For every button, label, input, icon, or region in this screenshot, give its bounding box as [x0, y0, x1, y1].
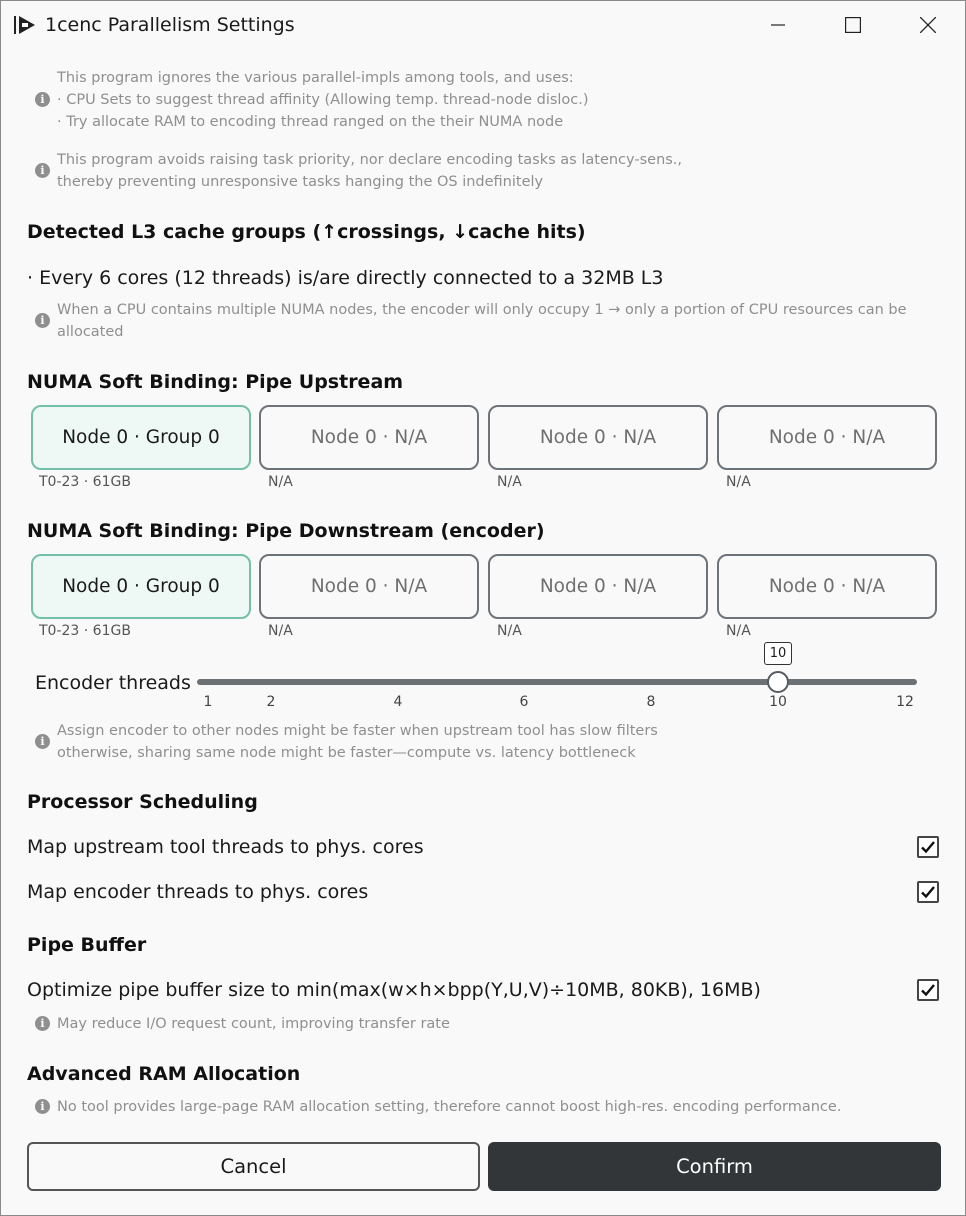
l3-heading: Detected L3 cache groups (↑crossings, ↓cache hits): [27, 221, 586, 243]
slider-tick-label: 10: [769, 694, 787, 710]
minimize-icon: [771, 18, 785, 32]
info-icon: i: [35, 734, 50, 749]
node-card-label: Node 0 · N/A: [768, 576, 886, 597]
node-card-label: Node 0 · N/A: [768, 427, 886, 448]
info-line: thereby preventing unresponsive tasks hanging the OS indefinitely: [57, 174, 544, 190]
node-card-detail: N/A: [726, 474, 751, 490]
cancel-button[interactable]: Cancel: [27, 1142, 480, 1191]
window-title: 1cenc Parallelism Settings: [45, 14, 295, 36]
downstream-node-card[interactable]: [31, 554, 251, 619]
info-icon: i: [35, 92, 50, 107]
slider-tick-label: 6: [519, 694, 529, 710]
upstream-node-card[interactable]: [259, 405, 479, 470]
upstream-node-card[interactable]: [488, 405, 708, 470]
minimize-button[interactable]: [755, 7, 801, 43]
encoder-threads-slider-thumb[interactable]: [767, 671, 789, 693]
info-icon: i: [35, 1016, 50, 1031]
affinity-info: [1, 67, 966, 137]
node-card-label: Node 0 · N/A: [539, 576, 657, 597]
node-card-detail: T0-23 · 61GB: [39, 623, 131, 639]
info-line: This program avoids raising task priority, nor declare encoding tasks as latency-sens.,: [57, 152, 683, 168]
encoder-threads-slider-track[interactable]: [197, 679, 917, 685]
priority-info: [1, 149, 966, 195]
downstream-node-card[interactable]: [488, 554, 708, 619]
slider-tick-label: 1: [203, 694, 213, 710]
info-line: allocated: [57, 324, 124, 340]
slider-tick-label: 12: [896, 694, 914, 710]
optimize-pipe-buffer-checkbox[interactable]: [917, 979, 939, 1001]
node-card-detail: N/A: [726, 623, 751, 639]
maximize-icon: [845, 17, 861, 33]
ram-note: [1, 1096, 966, 1120]
info-icon: i: [35, 313, 50, 328]
node-card-label: Node 0 · N/A: [310, 576, 428, 597]
l3-description: · Every 6 cores (12 threads) is/are directly connected to a 32MB L3: [27, 267, 664, 289]
checkmark-icon: [920, 884, 936, 900]
l3-note: [1, 299, 966, 345]
slider-value-tooltip: 10: [764, 642, 792, 665]
info-line: · Try allocate RAM to encoding thread ranged on the their NUMA node: [57, 114, 564, 130]
info-line: This program ignores the various parallel-impls among tools, and uses:: [57, 70, 574, 86]
checkmark-icon: [920, 839, 936, 855]
info-icon: i: [35, 1099, 50, 1114]
upstream-node-card[interactable]: [717, 405, 937, 470]
title-bar: [1, 1, 965, 49]
map-upstream-threads-checkbox[interactable]: [917, 836, 939, 858]
close-button[interactable]: [905, 7, 951, 43]
node-card-label: Node 0 · N/A: [310, 427, 428, 448]
node-card-label: Node 0 · Group 0: [62, 427, 220, 448]
checkmark-icon: [920, 982, 936, 998]
slider-tick-label: 8: [646, 694, 656, 710]
upstream-node-card[interactable]: [31, 405, 251, 470]
pipe-buffer-note: [1, 1013, 966, 1037]
option-label: Optimize pipe buffer size to min(max(w×h×bpp(Y,U,V)÷10MB, 80KB), 16MB): [27, 979, 761, 1001]
scheduling-heading: Processor Scheduling: [27, 791, 258, 813]
maximize-button[interactable]: [830, 7, 876, 43]
info-line: otherwise, sharing same node might be faster—compute vs. latency bottleneck: [57, 745, 636, 761]
node-card-label: Node 0 · Group 0: [62, 576, 220, 597]
info-icon: i: [35, 163, 50, 178]
slider-note: [1, 720, 966, 766]
ram-heading: Advanced RAM Allocation: [27, 1063, 301, 1085]
info-line: · CPU Sets to suggest thread affinity (Allowing temp. thread-node disloc.): [57, 92, 589, 108]
encoder-threads-label: Encoder threads: [35, 672, 191, 694]
info-line: When a CPU contains multiple NUMA nodes, the encoder will only occupy 1 → only a portion of CPU resources can be: [57, 302, 907, 318]
info-line: May reduce I/O request count, improving transfer rate: [57, 1016, 450, 1032]
close-icon: [920, 17, 936, 33]
info-line: No tool provides large-page RAM allocation setting, therefore cannot boost high-res. encoding performance.: [57, 1099, 842, 1115]
slider-tick-label: 4: [393, 694, 403, 710]
slider-tick-label: 2: [266, 694, 276, 710]
info-line: Assign encoder to other nodes might be faster when upstream tool has slow filters: [57, 723, 658, 739]
node-card-detail: T0-23 · 61GB: [39, 474, 131, 490]
downstream-heading: NUMA Soft Binding: Pipe Downstream (encoder): [27, 520, 545, 542]
confirm-button[interactable]: Confirm: [488, 1142, 941, 1191]
downstream-node-card[interactable]: [717, 554, 937, 619]
downstream-node-card[interactable]: [259, 554, 479, 619]
map-encoder-threads-checkbox[interactable]: [917, 881, 939, 903]
option-label: Map upstream tool threads to phys. cores: [27, 836, 424, 858]
app-logo-icon: [13, 13, 41, 37]
node-card-detail: N/A: [497, 623, 522, 639]
upstream-heading: NUMA Soft Binding: Pipe Upstream: [27, 371, 404, 393]
node-card-detail: N/A: [497, 474, 522, 490]
node-card-detail: N/A: [268, 623, 293, 639]
node-card-label: Node 0 · N/A: [539, 427, 657, 448]
option-label: Map encoder threads to phys. cores: [27, 881, 369, 903]
pipe-buffer-heading: Pipe Buffer: [27, 934, 147, 956]
node-card-detail: N/A: [268, 474, 293, 490]
